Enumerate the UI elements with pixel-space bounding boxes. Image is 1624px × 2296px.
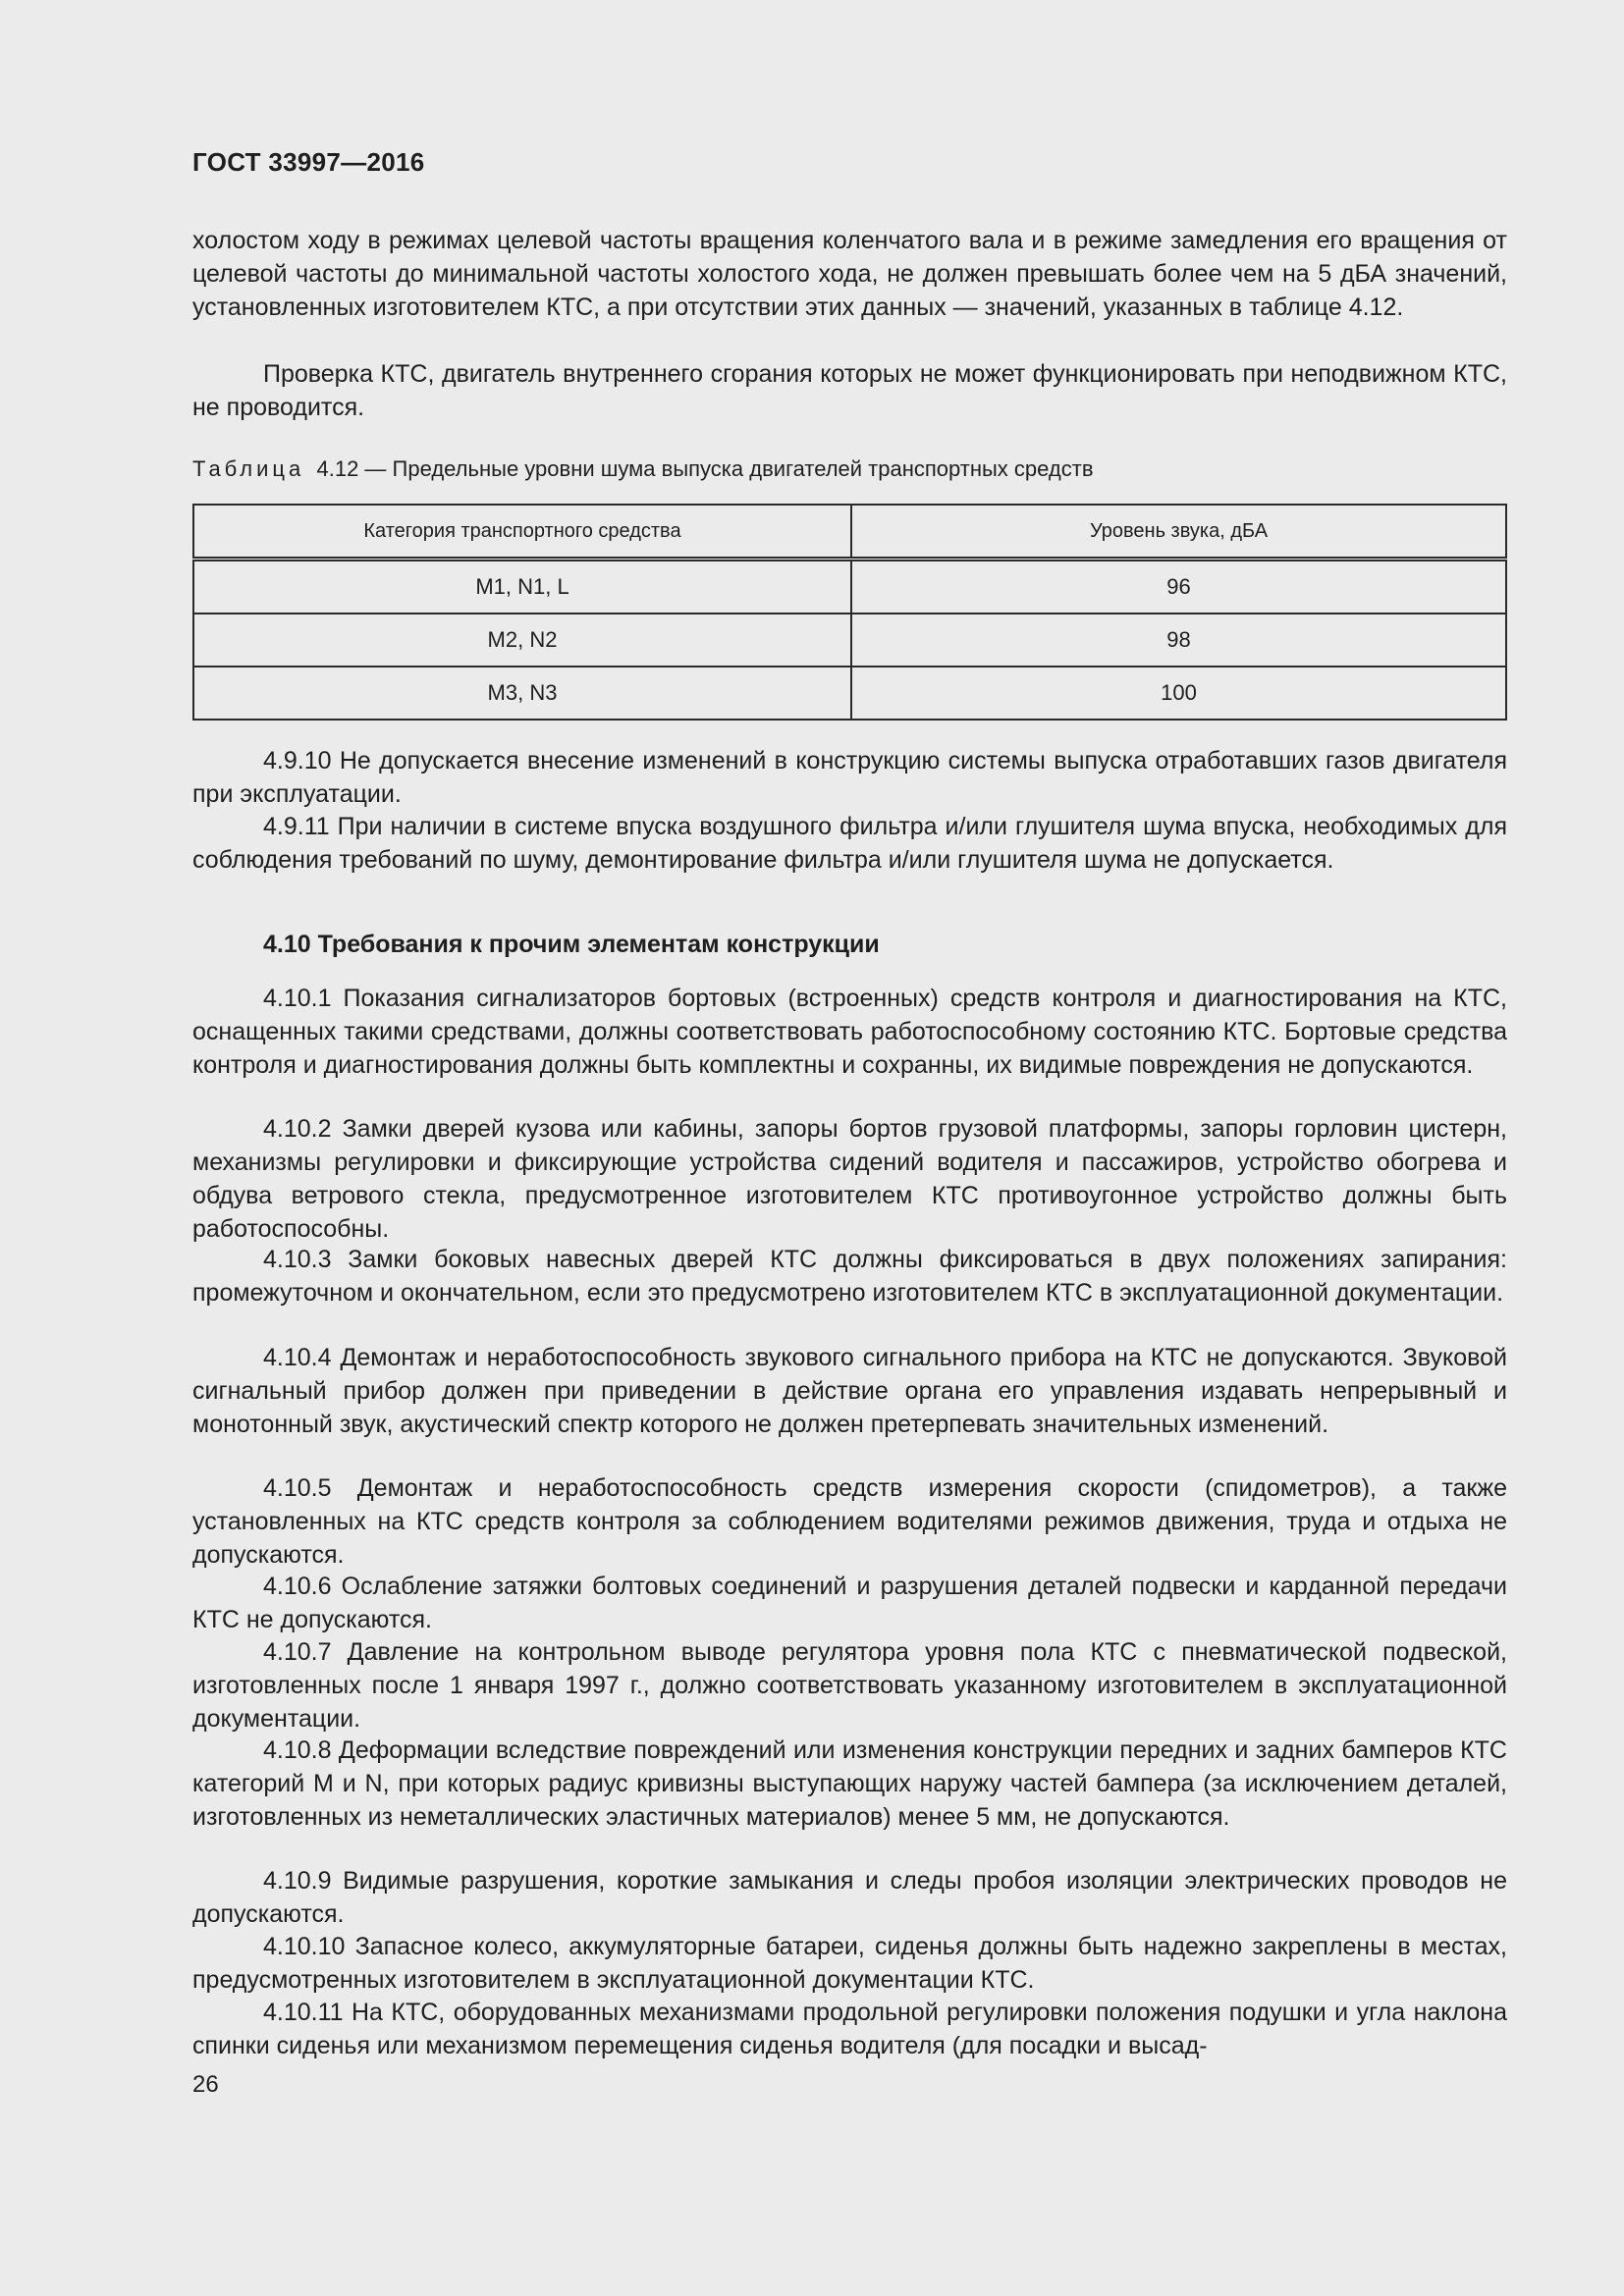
table-cell-level: 98 (851, 614, 1506, 667)
clause-4-10-9: 4.10.9 Видимые разрушения, короткие замыкания и следы пробоя изоляции электрических проводов не допускаются. (192, 1867, 1507, 1928)
table-cell-level: 96 (851, 560, 1506, 614)
clause-4-10-3: 4.10.3 Замки боковых навесных дверей КТС должны фиксироваться в двух положениях запирания: промежуточном и окончательном, если это предусмотрено изготовителем КТС в эксплуатационной документации. (192, 1246, 1507, 1307)
table-caption-text: 4.12 — Предельные уровни шума выпуска двигателей транспортных средств (316, 456, 1094, 481)
table-row (193, 667, 1506, 720)
paragraph-intro-2: Проверка КТС, двигатель внутреннего сгорания которых не может функционировать при неподвижном КТС, не проводится. (192, 360, 1507, 421)
clause-4-10-11: 4.10.11 На КТС, оборудованных механизмами продольной регулировки положения подушки и угла наклона спинки сиденья или механизмом перемещения сиденья водителя (для посадки и высад- (192, 1999, 1507, 2059)
clause-4-9-11: 4.9.11 При наличии в системе впуска воздушного фильтра и/или глушителя шума впуска, необходимых для соблюдения требований по шуму, демонтирование фильтра и/или глушителя шума не допускается. (192, 813, 1507, 874)
noise-limits-table (192, 504, 1507, 721)
clause-4-10-5: 4.10.5 Демонтаж и неработоспособность средств измерения скорости (спидометров), а также установленных на КТС средств контроля за соблюдением водителями режимов движения, труда и отдыха не допускаются. (192, 1474, 1507, 1569)
table-cell-category: M2, N2 (193, 614, 851, 667)
clause-4-10-1: 4.10.1 Показания сигнализаторов бортовых (встроенных) средств контроля и диагностирования на КТС, оснащенных такими средствами, должны соответствовать работоспособному состоянию КТС. Бортовые средства контроля и диагностирования должны быть комплектны и сохранны, их видимые повреждения не допускаются. (192, 985, 1507, 1079)
clause-4-9-10: 4.9.10 Не допускается внесение изменений в конструкцию системы выпуска отработавших газов двигателя при эксплуатации. (192, 747, 1507, 808)
table-header-category: Категория транспортного средства (193, 505, 851, 560)
clause-4-10-8: 4.10.8 Деформации вследствие повреждений или изменения конструкции передних и задних бамперов КТС категорий M и N, при которых радиус кривизны выступающих наружу частей бампера (за исключением деталей, изготовленных из неметаллических эластичных материалов) менее 5 мм, не допускаются. (192, 1736, 1507, 1831)
paragraph-intro-1: холостом ходу в режимах целевой частоты вращения коленчатого вала и в режиме замедления его вращения от целевой частоты до минимальной частоты холостого хода, не должен превышать более чем на 5 дБА значений, установленных изготовителем КТС, а при отсутствии этих данных — значений, указанных в таблице 4.12. (192, 227, 1507, 321)
clause-4-10-4: 4.10.4 Демонтаж и неработоспособность звукового сигнального прибора на КТС не допускаются. Звуковой сигнальный прибор должен при приведении в действие органа его управления издавать непрерывный и монотонный звук, акустический спектр которого не должен претерпевать значительных изменений. (192, 1344, 1507, 1438)
clause-4-10-10: 4.10.10 Запасное колесо, аккумуляторные батареи, сиденья должны быть надежно закреплены в местах, предусмотренных изготовителем в эксплуатационной документации КТС. (192, 1933, 1507, 1994)
document-header: ГОСТ 33997—2016 (192, 147, 425, 177)
table-row (193, 614, 1506, 667)
table-cell-category: M1, N1, L (193, 560, 851, 614)
table-caption (192, 454, 1094, 484)
table-header-level: Уровень звука, дБА (851, 505, 1506, 560)
table-cell-category: M3, N3 (193, 667, 851, 720)
table-row (193, 560, 1506, 614)
page-number: 26 (192, 2071, 219, 2098)
clause-4-10-6: 4.10.6 Ослабление затяжки болтовых соединений и разрушения деталей подвески и карданной передачи КТС не допускаются. (192, 1573, 1507, 1633)
clause-4-10-7: 4.10.7 Давление на контрольном выводе регулятора уровня пола КТС с пневматической подвеской, изготовленных после 1 января 1997 г., должно соответствовать указанному изготовителем в эксплуатационной документации. (192, 1638, 1507, 1733)
section-title-4-10: 4.10 Требования к прочим элементам конструкции (263, 931, 880, 958)
clause-4-10-2: 4.10.2 Замки дверей кузова или кабины, запоры бортов грузовой платформы, запоры горловин цистерн, механизмы регулировки и фиксирующие устройства сидений водителя и пассажиров, устройство обогрева и обдува ветрового стекла, предусмотренное изготовителем КТС противоугонное устройство должны быть работоспособны. (192, 1115, 1507, 1243)
table-cell-level: 100 (851, 667, 1506, 720)
table-caption-label: Таблица (192, 456, 305, 481)
table-header-row (193, 505, 1506, 560)
